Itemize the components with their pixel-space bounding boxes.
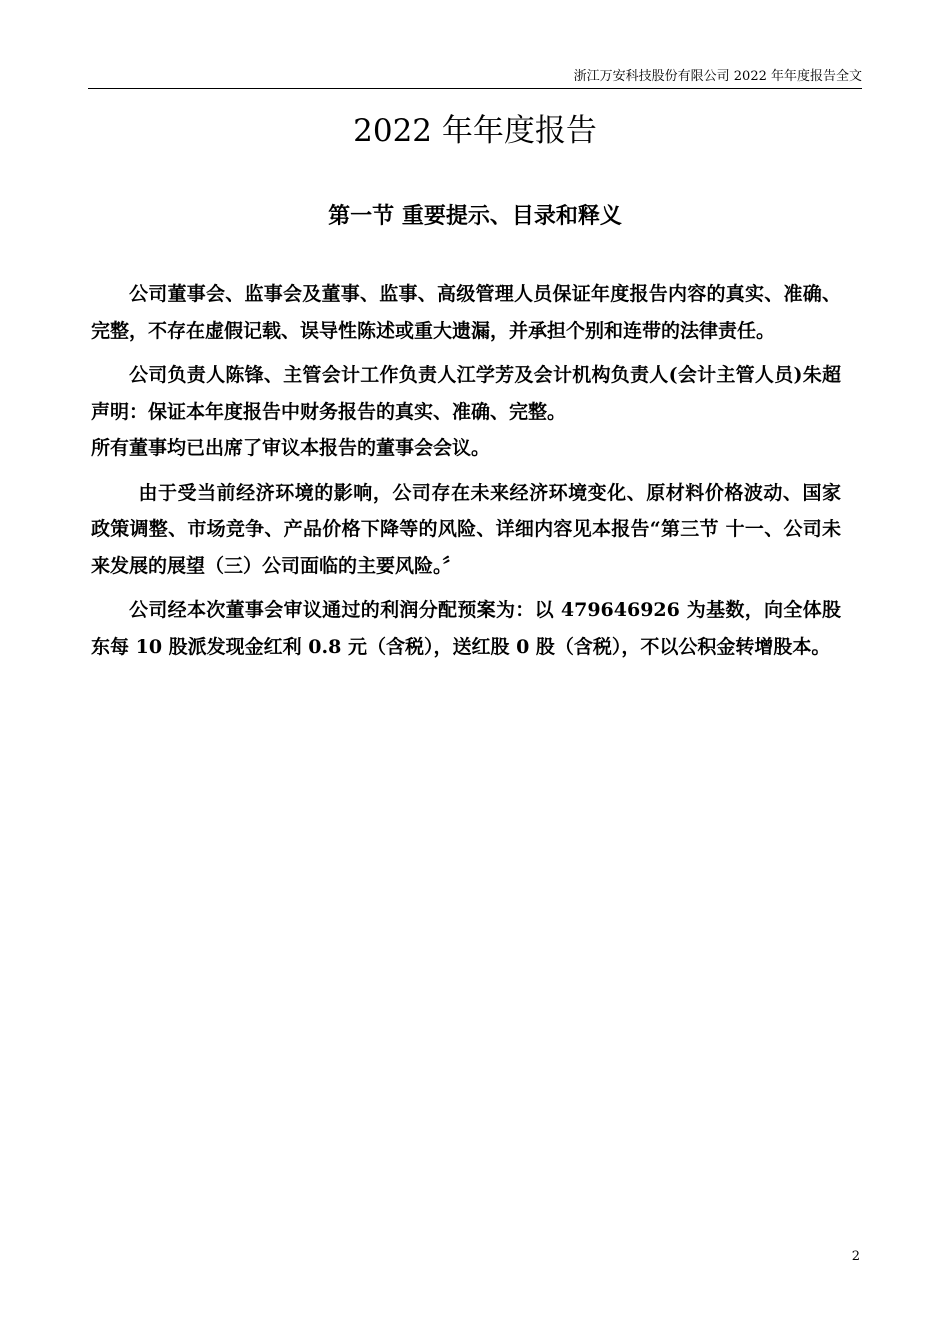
paragraph-profit-distribution: 公司经本次董事会审议通过的利润分配预案为：以 479646926 为基数，向全体股东每 10 股派发现金红利 0.8 元（含税），送红股 0 股（含税），不以公积金转增股本。 [91,599,841,658]
section-title: 第一节 重要提示、目录和释义 [328,203,622,229]
paragraph-officers-declaration: 公司负责人陈锋、主管会计工作负责人江学芳及会计机构负责人(会计主管人员)朱超声明：保证本年度报告中财务报告的真实、准确、完整。 [91,364,841,423]
page-number: 2 [851,1249,860,1264]
document-body [91,276,841,665]
document-title: 2022 年年度报告 [353,113,597,149]
running-header: 浙江万安科技股份有限公司 2022 年年度报告全文 [573,69,862,84]
paragraph-risk-notice: 由于受当前经济环境的影响，公司存在未来经济环境变化、原材料价格波动、国家政策调整、市场竞争、产品价格下降等的风险、详细内容见本报告“第三节 十一、公司未来发展的展望（三）公司面临的主要风险。〞 [91,481,841,577]
paragraph-board-attendance: 所有董事均已出席了审议本报告的董事会会议。 [91,437,491,459]
paragraph-responsibility-statement: 公司董事会、监事会及董事、监事、高级管理人员保证年度报告内容的真实、准确、完整，不存在虚假记载、误导性陈述或重大遗漏，并承担个别和连带的法律责任。 [91,283,841,342]
header-divider [88,88,862,89]
